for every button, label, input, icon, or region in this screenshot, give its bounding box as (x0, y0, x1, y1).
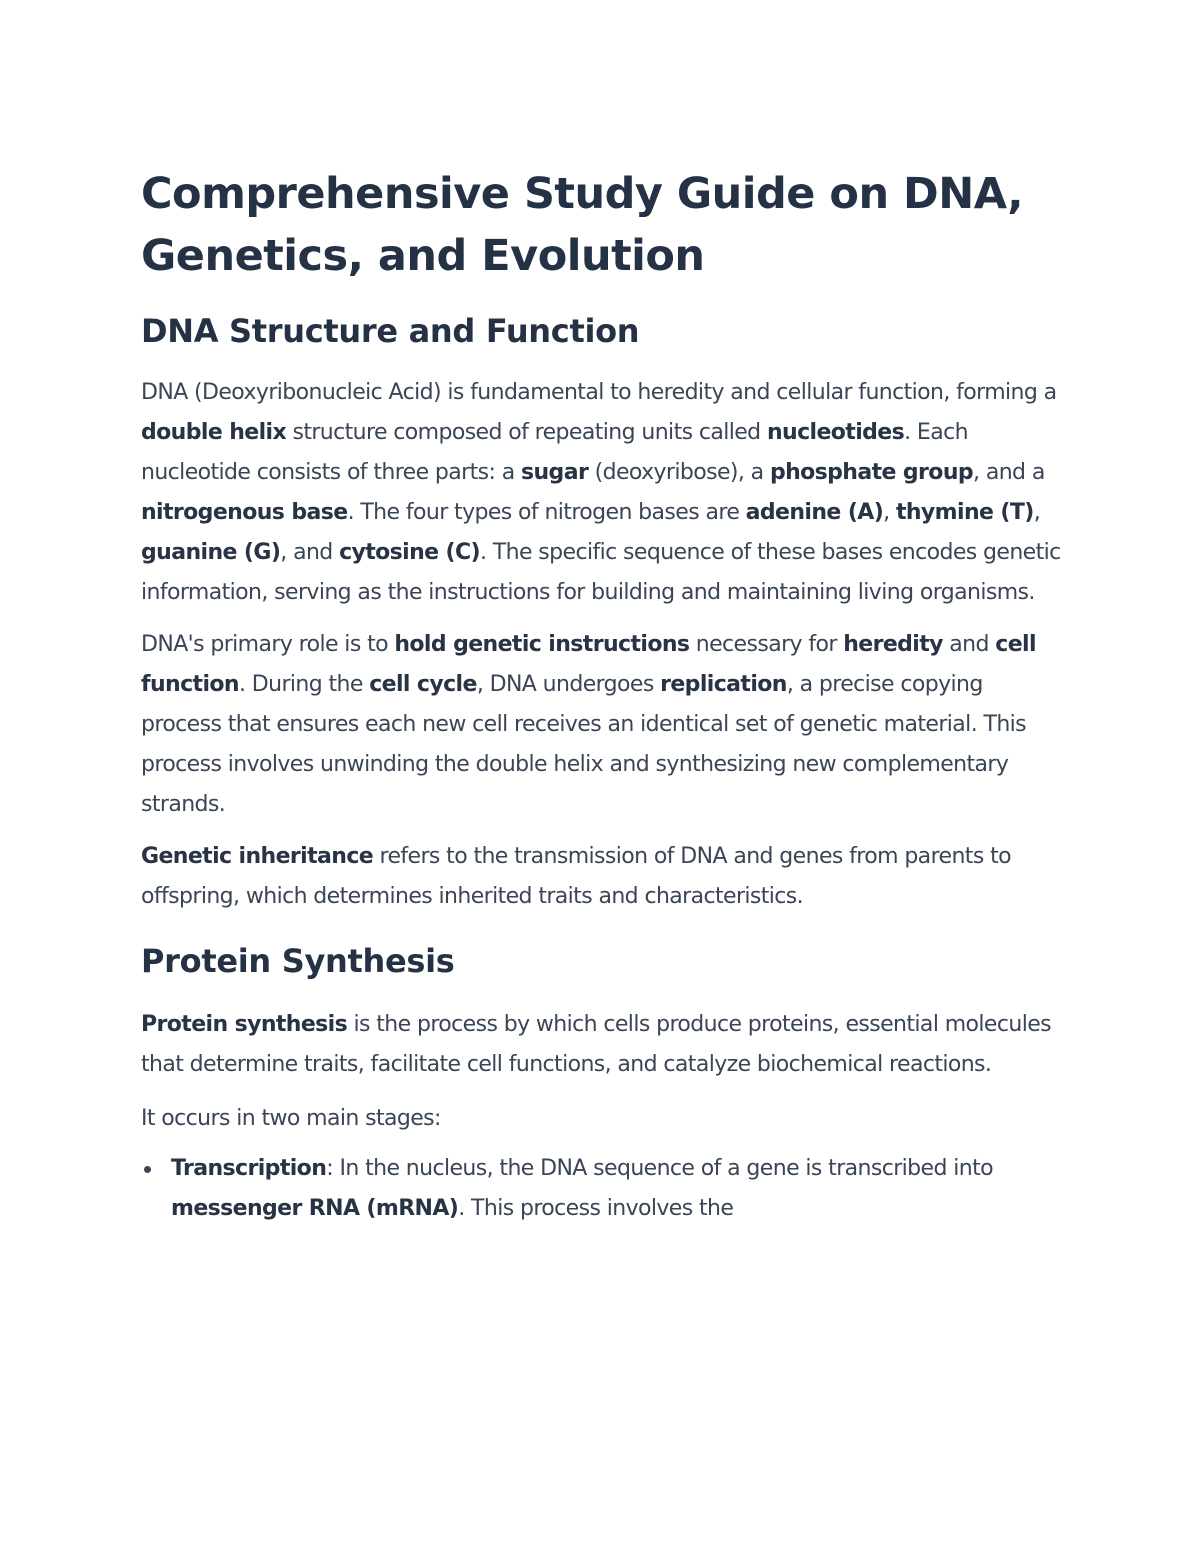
section-heading-dna-structure: DNA Structure and Function (141, 312, 640, 350)
paragraph-two-stages: It occurs in two main stages: (141, 1106, 441, 1131)
document-content (141, 163, 1066, 1229)
paragraph-genetic-inheritance: Genetic inheritance refers to the transmission of DNA and genes from parents to offspring, which determines inherited traits and characteristics. (141, 844, 1011, 909)
paragraph-dna-structure: DNA (Deoxyribonucleic Acid) is fundamental to heredity and cellular function, forming a double helix structure composed of repeating units called nucleotides. Each nucleotide consists of three parts: a sugar (deoxyribose), a phosphate group, and a nitrogenous base. The four types of nitrogen bases are adenine (A), thymine (T), guanine (G), and cytosine (C). The specific sequence of these bases encodes genetic information, serving as the instructions for building and maintaining living organisms. (141, 380, 1061, 605)
list-item: Transcription: In the nucleus, the DNA sequence of a gene is transcribed into messenger RNA (mRNA). This process involves the (141, 1149, 1066, 1229)
stages-list (141, 1149, 1066, 1229)
paragraph-dna-role: DNA's primary role is to hold genetic instructions necessary for heredity and cell function. During the cell cycle, DNA undergoes replication, a precise copying process that ensures each new cell receives an identical set of genetic material. This process involves unwinding the double helix and synthesizing new complementary strands. (141, 632, 1036, 817)
document-title: Comprehensive Study Guide on DNA, Genetics, and Evolution (141, 169, 1024, 281)
paragraph-protein-synthesis: Protein synthesis is the process by which cells produce proteins, essential molecules that determine traits, facilitate cell functions, and catalyze biochemical reactions. (141, 1012, 1052, 1077)
section-heading-protein-synthesis: Protein Synthesis (141, 942, 455, 980)
